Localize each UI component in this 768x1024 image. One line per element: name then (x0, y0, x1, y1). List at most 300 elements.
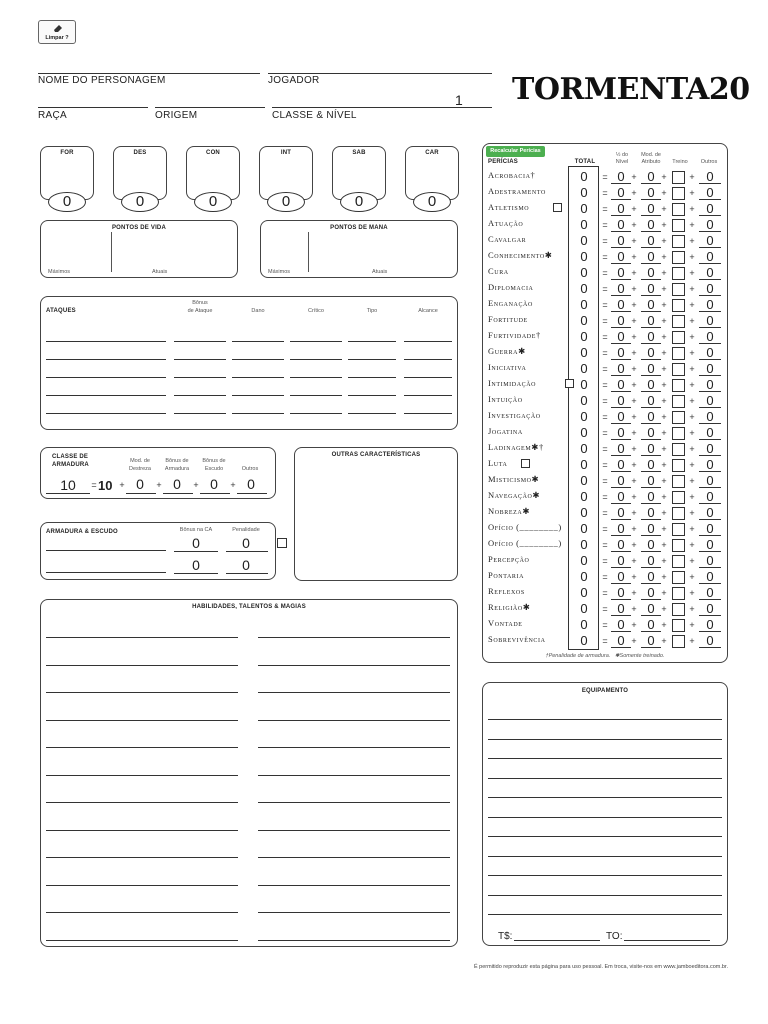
total-col-label: TOTAL (574, 159, 596, 165)
plus-sign: + (689, 284, 695, 294)
skill-total: 0 (580, 617, 588, 632)
skill-total: 0 (580, 377, 588, 392)
skill-others[interactable]: 0 (706, 457, 714, 472)
equals-sign: = (602, 476, 608, 486)
skill-trained-checkbox[interactable] (672, 587, 685, 600)
equipment-line[interactable] (488, 719, 722, 720)
underline (611, 375, 631, 376)
race-label: RAÇA (38, 110, 67, 121)
skill-trained-checkbox[interactable] (672, 571, 685, 584)
ability-line[interactable] (258, 857, 450, 858)
attack-row-field[interactable] (46, 363, 452, 377)
skill-half-level: 0 (617, 233, 625, 248)
underline (611, 263, 631, 264)
attr-label-int: INT (280, 150, 292, 156)
attack-line (290, 413, 342, 414)
skill-total: 0 (580, 489, 588, 504)
ability-line[interactable] (258, 637, 450, 638)
armor-row2-penalty[interactable]: 0 (242, 557, 250, 573)
plus-sign: + (631, 236, 637, 246)
skill-trained-checkbox[interactable] (672, 427, 685, 440)
equipment-box (482, 682, 728, 946)
skill-others[interactable]: 0 (706, 233, 714, 248)
attr-label-sab: SAB (352, 150, 366, 156)
plus-sign: + (689, 348, 695, 358)
skill-trained-checkbox[interactable] (672, 443, 685, 456)
plus-sign: + (661, 236, 667, 246)
skill-trained-checkbox[interactable] (672, 507, 685, 520)
underline (611, 215, 631, 216)
skill-trained-checkbox[interactable] (672, 539, 685, 552)
ability-line[interactable] (46, 775, 238, 776)
underline (641, 567, 661, 568)
plus-sign: + (631, 172, 637, 182)
ability-line[interactable] (46, 720, 238, 721)
skill-total: 0 (580, 329, 588, 344)
attack-row-field[interactable] (46, 327, 452, 341)
attr-value-car[interactable]: 0 (427, 193, 437, 210)
underline (641, 279, 661, 280)
skill-others[interactable]: 0 (706, 377, 714, 392)
plus-sign: + (631, 364, 637, 374)
skill-others[interactable]: 0 (706, 441, 714, 456)
ac-plus-1: + (119, 480, 125, 490)
equals-sign: = (602, 220, 608, 230)
skill-trained-checkbox[interactable] (672, 235, 685, 248)
skill-others[interactable]: 0 (706, 617, 714, 632)
underline (641, 375, 661, 376)
skill-trained-checkbox[interactable] (672, 267, 685, 280)
skill-others[interactable]: 0 (706, 393, 714, 408)
attr-value-sab[interactable]: 0 (354, 193, 364, 210)
attack-line (348, 413, 396, 414)
equipment-line[interactable] (488, 817, 722, 818)
equipment-line[interactable] (488, 758, 722, 759)
plus-sign: + (689, 364, 695, 374)
skills-footnote: †Penalidade de armadura. ✱Somente treinado. (545, 653, 665, 659)
skill-name: Ofício (________) (488, 538, 562, 548)
skill-attr-mod: 0 (647, 233, 655, 248)
skill-trained-checkbox[interactable] (672, 315, 685, 328)
skill-name: Nobreza✱ (488, 506, 531, 516)
skill-name: Ladinagem✱† (488, 442, 544, 452)
skill-half-level: 0 (617, 425, 625, 440)
skill-attr-mod: 0 (647, 617, 655, 632)
underline (699, 391, 721, 392)
other-traits-field[interactable] (300, 462, 452, 574)
attack-line (404, 341, 452, 342)
skill-name: Luta (488, 458, 508, 468)
attr-value-for[interactable]: 0 (62, 193, 72, 210)
skill-trained-checkbox[interactable] (672, 347, 685, 360)
skill-option-checkbox[interactable] (521, 459, 530, 468)
ac-shield-label-2: Escudo (204, 466, 224, 472)
plus-sign: + (689, 476, 695, 486)
skill-others[interactable]: 0 (706, 553, 714, 568)
abilities-box (40, 599, 458, 947)
underline (641, 327, 661, 328)
plus-sign: + (689, 236, 695, 246)
underline (611, 535, 631, 536)
skill-attr-mod: 0 (647, 377, 655, 392)
clear-button[interactable] (38, 20, 76, 44)
underline (699, 199, 721, 200)
skill-others[interactable]: 0 (706, 185, 714, 200)
underline (611, 471, 631, 472)
ability-line[interactable] (258, 802, 450, 803)
ac-plus-3: + (193, 480, 199, 490)
skill-others[interactable]: 0 (706, 601, 714, 616)
skill-trained-checkbox[interactable] (672, 395, 685, 408)
skill-half-level: 0 (617, 441, 625, 456)
skill-attr-mod: 0 (647, 521, 655, 536)
armor-row1-ca[interactable]: 0 (192, 535, 200, 551)
ability-line[interactable] (258, 665, 450, 666)
attr-label-for: FOR (60, 150, 74, 156)
plus-sign: + (689, 460, 695, 470)
plus-sign: + (689, 428, 695, 438)
skill-name: Fortitude (488, 314, 528, 324)
ability-line[interactable] (46, 885, 238, 886)
attack-line (404, 377, 452, 378)
skill-option-checkbox[interactable] (553, 203, 562, 212)
recalculate-skills-button[interactable]: Recalcular Perícias (486, 146, 545, 157)
ability-line[interactable] (258, 692, 450, 693)
attack-row-field[interactable] (46, 381, 452, 395)
plus-sign: + (661, 364, 667, 374)
plus-sign: + (631, 508, 637, 518)
skill-trained-checkbox[interactable] (672, 555, 685, 568)
ability-line[interactable] (258, 940, 450, 941)
armor-row1-penalty[interactable]: 0 (242, 535, 250, 551)
skill-others[interactable]: 0 (706, 537, 714, 552)
skill-others[interactable]: 0 (706, 169, 714, 184)
attr-value-int[interactable]: 0 (281, 193, 291, 210)
underline (611, 311, 631, 312)
underline (611, 599, 631, 600)
skill-trained-checkbox[interactable] (672, 619, 685, 632)
skill-attr-mod: 0 (647, 457, 655, 472)
skill-total: 0 (580, 297, 588, 312)
equipment-line[interactable] (488, 914, 722, 915)
attr-value-con[interactable]: 0 (208, 193, 218, 210)
attack-line (46, 359, 166, 360)
skill-trained-checkbox[interactable] (672, 187, 685, 200)
skill-trained-checkbox[interactable] (672, 219, 685, 232)
skill-total: 0 (580, 409, 588, 424)
skill-trained-checkbox[interactable] (672, 523, 685, 536)
underline (641, 199, 661, 200)
skill-attr-mod: 0 (647, 585, 655, 600)
skill-half-level: 0 (617, 329, 625, 344)
skill-others[interactable]: 0 (706, 489, 714, 504)
mp-current-field[interactable] (312, 235, 452, 267)
plus-sign: + (661, 188, 667, 198)
ac-dex-value[interactable]: 0 (136, 476, 144, 492)
player-field[interactable]: 1 (455, 92, 463, 108)
plus-sign: + (689, 188, 695, 198)
underline (641, 263, 661, 264)
skill-name: Reflexos (488, 586, 525, 596)
skill-others[interactable]: 0 (706, 249, 714, 264)
underline (641, 183, 661, 184)
plus-sign: + (661, 476, 667, 486)
underline (611, 343, 631, 344)
underline (611, 551, 631, 552)
skill-trained-checkbox[interactable] (672, 475, 685, 488)
ac-others-value[interactable]: 0 (247, 476, 255, 492)
character-name-field[interactable] (38, 60, 260, 73)
equipment-line[interactable] (488, 836, 722, 837)
skill-others[interactable]: 0 (706, 361, 714, 376)
skill-others[interactable]: 0 (706, 201, 714, 216)
skill-total: 0 (580, 345, 588, 360)
underline (641, 471, 661, 472)
skill-attr-mod: 0 (647, 569, 655, 584)
plus-sign: + (689, 636, 695, 646)
skill-trained-checkbox[interactable] (672, 363, 685, 376)
ability-line[interactable] (46, 830, 238, 831)
skill-trained-checkbox[interactable] (672, 635, 685, 648)
underline (641, 615, 661, 616)
ability-line[interactable] (258, 830, 450, 831)
hp-current-field[interactable] (116, 235, 232, 267)
ability-line[interactable] (46, 637, 238, 638)
skill-trained-checkbox[interactable] (672, 459, 685, 472)
skill-half-level: 0 (617, 281, 625, 296)
attack-line (46, 377, 166, 378)
skill-total: 0 (580, 169, 588, 184)
ability-line[interactable] (258, 885, 450, 886)
equipment-line[interactable] (488, 778, 722, 779)
skill-name: Guerra✱ (488, 346, 526, 356)
skill-trained-checkbox[interactable] (672, 379, 685, 392)
equals-sign: = (602, 204, 608, 214)
plus-sign: + (661, 380, 667, 390)
plus-sign: + (661, 396, 667, 406)
plus-sign: + (661, 572, 667, 582)
underline (611, 583, 631, 584)
attack-line (348, 377, 396, 378)
skill-others[interactable]: 0 (706, 425, 714, 440)
attack-line (290, 341, 342, 342)
plus-sign: + (661, 316, 667, 326)
skill-half-level: 0 (617, 457, 625, 472)
skill-others[interactable]: 0 (706, 585, 714, 600)
armor-row2-ca[interactable]: 0 (192, 557, 200, 573)
ts-field[interactable] (514, 928, 600, 940)
hp-max-field[interactable] (46, 235, 108, 267)
equals-sign: = (602, 284, 608, 294)
ability-line[interactable] (258, 747, 450, 748)
skill-others[interactable]: 0 (706, 297, 714, 312)
ability-line[interactable] (258, 720, 450, 721)
penalty-label: Penalidade (232, 527, 260, 533)
character-name-label: NOME DO PERSONAGEM (38, 75, 166, 86)
equals-sign: = (602, 444, 608, 454)
underline (699, 503, 721, 504)
equals-sign: = (602, 364, 608, 374)
plus-sign: + (631, 540, 637, 550)
plus-sign: + (631, 444, 637, 454)
plus-sign: + (661, 332, 667, 342)
underline (611, 391, 631, 392)
ac-total: 10 (60, 477, 76, 493)
attack-line (232, 413, 284, 414)
skill-others[interactable]: 0 (706, 329, 714, 344)
plus-sign: + (689, 380, 695, 390)
plus-sign: + (689, 508, 695, 518)
underline (641, 423, 661, 424)
skill-name: Acrobacia† (488, 170, 536, 180)
ac-armor-value[interactable]: 0 (173, 476, 181, 492)
underline (611, 631, 631, 632)
underline (699, 423, 721, 424)
equipment-line[interactable] (488, 856, 722, 857)
equipment-line[interactable] (488, 797, 722, 798)
underline (611, 359, 631, 360)
skill-others[interactable]: 0 (706, 409, 714, 424)
plus-sign: + (689, 572, 695, 582)
equipment-line[interactable] (488, 875, 722, 876)
underline (611, 615, 631, 616)
skill-others[interactable]: 0 (706, 633, 714, 648)
ability-line[interactable] (46, 912, 238, 913)
ac-shield-value[interactable]: 0 (210, 476, 218, 492)
attack-line (232, 377, 284, 378)
ability-line[interactable] (46, 802, 238, 803)
skill-half-level: 0 (617, 473, 625, 488)
skill-total: 0 (580, 601, 588, 616)
skill-total: 0 (580, 473, 588, 488)
mp-max-field[interactable] (266, 235, 306, 267)
ac-title-1: CLASSE DE (52, 454, 89, 460)
underline (699, 375, 721, 376)
skill-trained-checkbox[interactable] (672, 283, 685, 296)
skill-trained-checkbox[interactable] (672, 411, 685, 424)
underline (611, 455, 631, 456)
skill-trained-checkbox[interactable] (672, 331, 685, 344)
equals-sign: = (602, 252, 608, 262)
ac-others-label: Outros (241, 466, 259, 472)
armor-penalty-checkbox[interactable] (277, 538, 287, 548)
underline (641, 535, 661, 536)
skill-name: Intimidação (488, 378, 537, 388)
attack-line (46, 395, 166, 396)
underline (699, 279, 721, 280)
plus-sign: + (631, 348, 637, 358)
skill-trained-checkbox[interactable] (672, 603, 685, 616)
tormenta-logo: TORMENTA20 (512, 72, 750, 107)
skill-attr-mod: 0 (647, 473, 655, 488)
skill-others[interactable]: 0 (706, 521, 714, 536)
ability-line[interactable] (46, 665, 238, 666)
mp-max-label: Máximos (268, 269, 291, 275)
skill-others[interactable]: 0 (706, 313, 714, 328)
plus-sign: + (661, 444, 667, 454)
skill-others[interactable]: 0 (706, 265, 714, 280)
to-field[interactable] (624, 928, 710, 940)
equipment-title: EQUIPAMENTO (581, 688, 629, 694)
ability-line[interactable] (258, 775, 450, 776)
attack-row-field[interactable] (46, 345, 452, 359)
skill-total: 0 (580, 265, 588, 280)
skill-others[interactable]: 0 (706, 217, 714, 232)
ability-line[interactable] (46, 857, 238, 858)
plus-sign: + (661, 524, 667, 534)
skill-name: Pontaria (488, 570, 525, 580)
attack-line (232, 341, 284, 342)
skill-trained-checkbox[interactable] (672, 251, 685, 264)
ability-line[interactable] (258, 912, 450, 913)
ability-line[interactable] (46, 692, 238, 693)
plus-sign: + (689, 252, 695, 262)
attack-line (348, 395, 396, 396)
skill-others[interactable]: 0 (706, 345, 714, 360)
plus-sign: + (661, 204, 667, 214)
underline (641, 391, 661, 392)
plus-sign: + (689, 540, 695, 550)
origin-label: ORIGEM (155, 110, 198, 121)
equals-sign: = (602, 508, 608, 518)
attack-line (404, 413, 452, 414)
skill-trained-checkbox[interactable] (672, 299, 685, 312)
equipment-line[interactable] (488, 739, 722, 740)
ability-line[interactable] (46, 747, 238, 748)
underline (611, 519, 631, 520)
equals-sign: = (602, 524, 608, 534)
skill-half-level: 0 (617, 409, 625, 424)
plus-sign: + (689, 396, 695, 406)
skill-trained-checkbox[interactable] (672, 491, 685, 504)
ability-line[interactable] (46, 940, 238, 941)
skill-name: Adestramento (488, 186, 546, 196)
class-level-label: CLASSE & NÍVEL (272, 110, 357, 121)
underline (611, 503, 631, 504)
others-label: Outros (700, 159, 718, 165)
underline (641, 487, 661, 488)
ac-armor-label-1: Bônus de (165, 458, 189, 464)
plus-sign: + (661, 620, 667, 630)
skill-trained-checkbox[interactable] (672, 203, 685, 216)
plus-sign: + (661, 556, 667, 566)
underline (641, 343, 661, 344)
ac-dex-label-1: Mod. de (130, 458, 150, 464)
skill-others[interactable]: 0 (706, 569, 714, 584)
equals-sign: = (602, 556, 608, 566)
plus-sign: + (631, 492, 637, 502)
underline (611, 439, 631, 440)
attr-value-des[interactable]: 0 (135, 193, 145, 210)
equals-sign: = (602, 428, 608, 438)
skill-half-level: 0 (617, 265, 625, 280)
skill-half-level: 0 (617, 201, 625, 216)
skill-others[interactable]: 0 (706, 505, 714, 520)
equipment-line[interactable] (488, 895, 722, 896)
plus-sign: + (631, 460, 637, 470)
skill-others[interactable]: 0 (706, 473, 714, 488)
player-label: JOGADOR (268, 75, 320, 86)
plus-sign: + (631, 620, 637, 630)
equals-sign: = (602, 316, 608, 326)
equals-sign: = (602, 348, 608, 358)
plus-sign: + (689, 588, 695, 598)
skill-trained-checkbox[interactable] (672, 171, 685, 184)
skill-others[interactable]: 0 (706, 281, 714, 296)
skill-half-level: 0 (617, 601, 625, 616)
attack-row-field[interactable] (46, 399, 452, 413)
plus-sign: + (631, 204, 637, 214)
